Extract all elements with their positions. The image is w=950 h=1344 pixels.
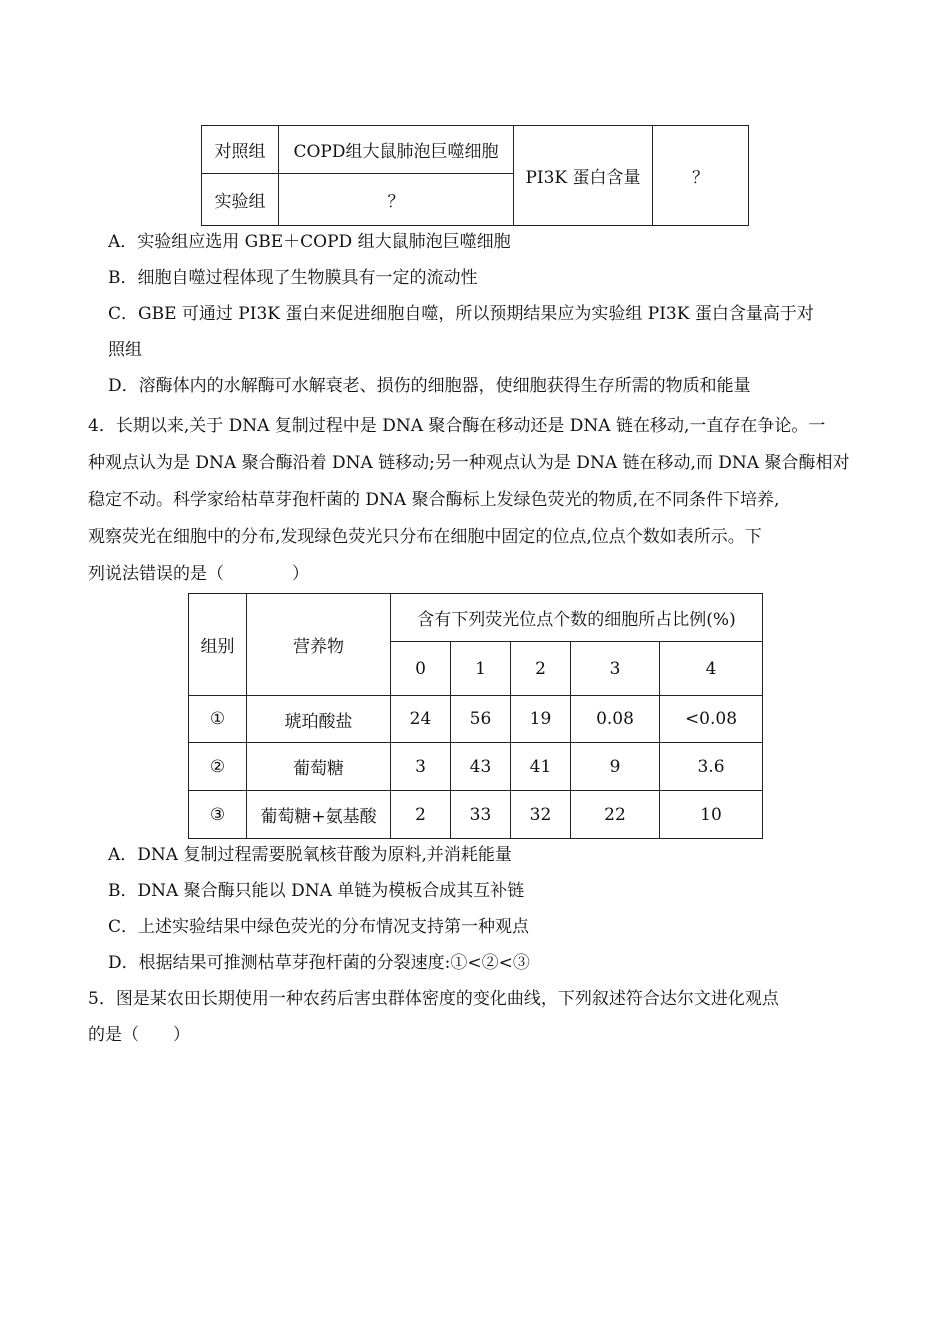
- row-id: ②: [189, 743, 247, 791]
- q3-option-b: B．细胞自噬过程体现了生物膜具有一定的流动性: [108, 268, 478, 288]
- cell-value: 33: [451, 791, 511, 839]
- cell-value: 24: [391, 696, 451, 743]
- count-0: 0: [391, 642, 451, 696]
- q4-stem-line3: 稳定不动。科学家给枯草芽孢杆菌的 DNA 聚合酶标上发绿色荧光的物质,在不同条件下培养,: [88, 490, 780, 510]
- row-nutrient: 葡萄糖: [247, 743, 391, 791]
- q4-stem-line5: 列说法错误的是（ ）: [88, 564, 309, 584]
- q4-stem-line2: 种观点认为是 DNA 聚合酶沿着 DNA 链移动;另一种观点认为是 DNA 链在移动,而 DNA 聚合酶相对: [88, 453, 850, 473]
- count-3: 3: [571, 642, 660, 696]
- cell-value: 3: [391, 743, 451, 791]
- cell-value: 19: [511, 696, 571, 743]
- q3-option-d: D．溶酶体内的水解酶可水解衰老、损伤的细胞器，使细胞获得生存所需的物质和能量: [108, 376, 751, 396]
- header-group: 组别: [189, 594, 247, 696]
- cell-value: 3.6: [660, 743, 763, 791]
- result-cell: ？: [653, 126, 749, 226]
- cell-value: 22: [571, 791, 660, 839]
- cell-value: 9: [571, 743, 660, 791]
- q4-stem-line4: 观察荧光在细胞中的分布,发现绿色荧光只分布在细胞中固定的位点,位点个数如表所示。下: [88, 527, 762, 547]
- cell-value: 56: [451, 696, 511, 743]
- measure-cell: PI3K 蛋白含量: [514, 126, 653, 226]
- row-id: ①: [189, 696, 247, 743]
- cell-value: 41: [511, 743, 571, 791]
- cell-value: 2: [391, 791, 451, 839]
- q4-stem-line1: 4．长期以来,关于 DNA 复制过程中是 DNA 聚合酶在移动还是 DNA 链在移动,一直存在争论。一: [88, 416, 826, 436]
- row-nutrient: 琥珀酸盐: [247, 696, 391, 743]
- control-group-material: COPD组大鼠肺泡巨噬细胞: [279, 126, 514, 174]
- cell-value: 10: [660, 791, 763, 839]
- q4-option-d: D．根据结果可推测枯草芽孢杆菌的分裂速度:①<②<③: [108, 953, 530, 973]
- count-1: 1: [451, 642, 511, 696]
- cell-value: 0.08: [571, 696, 660, 743]
- cell-value: 43: [451, 743, 511, 791]
- q4-option-c: C．上述实验结果中绿色荧光的分布情况支持第一种观点: [108, 917, 530, 937]
- q3-option-c-line2: 照组: [108, 340, 142, 360]
- q5-stem-line2: 的是（ ）: [88, 1025, 190, 1045]
- cell-value: <0.08: [660, 696, 763, 743]
- fluorescence-table: [188, 593, 763, 839]
- control-group-label: 对照组: [202, 126, 279, 174]
- header-nutrient: 营养物: [247, 594, 391, 696]
- header-ratio: 含有下列荧光位点个数的细胞所占比例(%): [391, 594, 763, 642]
- q3-option-c-line1: C．GBE 可通过 PI3K 蛋白来促进细胞自噬，所以预期结果应为实验组 PI3K 蛋白含量高于对: [108, 304, 814, 324]
- q5-stem-line1: 5．图是某农田长期使用一种农药后害虫群体密度的变化曲线，下列叙述符合达尔文进化观点: [88, 989, 779, 1009]
- row-nutrient: 葡萄糖+氨基酸: [247, 791, 391, 839]
- q4-option-b: B．DNA 聚合酶只能以 DNA 单链为模板合成其互补链: [108, 881, 525, 901]
- count-2: 2: [511, 642, 571, 696]
- count-4: 4: [660, 642, 763, 696]
- experiment-design-table: [201, 125, 749, 226]
- q4-option-a: A．DNA 复制过程需要脱氧核苷酸为原料,并消耗能量: [108, 845, 512, 865]
- q3-option-a: A．实验组应选用 GBE＋COPD 组大鼠肺泡巨噬细胞: [108, 232, 511, 252]
- row-id: ③: [189, 791, 247, 839]
- experiment-group-label: 实验组: [202, 174, 279, 226]
- cell-value: 32: [511, 791, 571, 839]
- experiment-group-material: ？: [279, 174, 514, 226]
